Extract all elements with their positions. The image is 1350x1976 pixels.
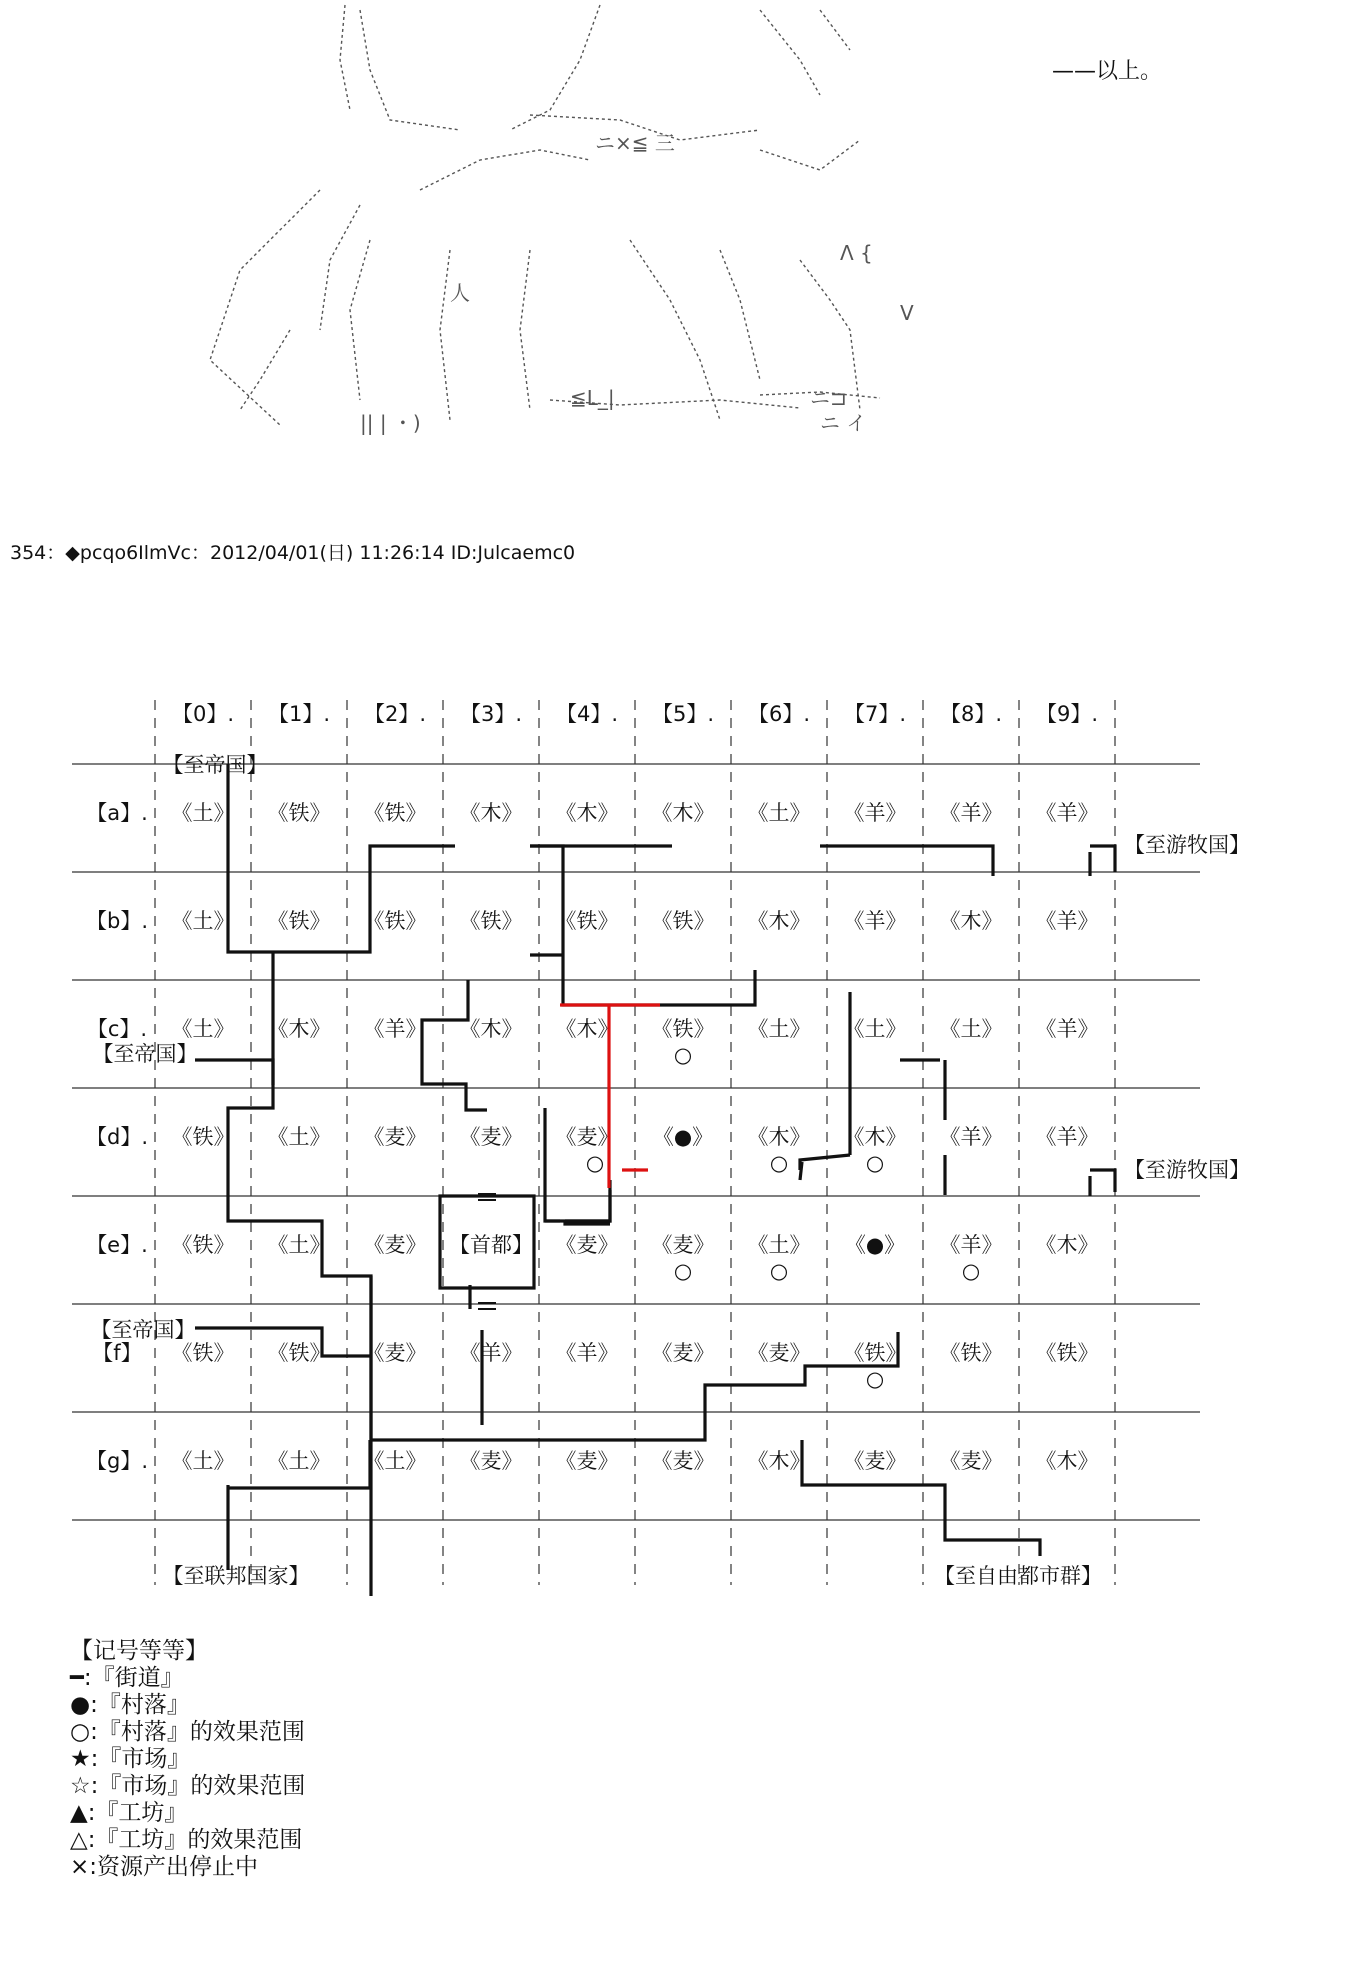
map-cell: 《土》 [267, 1125, 331, 1149]
map-cell: 《羊》 [939, 1233, 1003, 1257]
column-header: 【7】. [843, 702, 907, 726]
map-cell: 《羊》 [1035, 801, 1099, 825]
svg-text:人: 人 [450, 281, 470, 305]
legend-item-market: ★:『市场』 [70, 1746, 191, 1772]
map-cell: 《铁》 [555, 909, 619, 933]
map-cell: 《土》 [267, 1233, 331, 1257]
map-cell: 《羊》 [1035, 909, 1099, 933]
effect-range-marker: ○ [769, 1259, 789, 1283]
effect-range-marker: ○ [673, 1259, 693, 1283]
map-cell: 《木》 [267, 1017, 331, 1041]
svg-text:ニ⊐: ニ⊐ [810, 386, 847, 410]
row-label: 【f】 [92, 1341, 142, 1365]
legend-item-market-range: ☆:『市场』的效果范围 [70, 1773, 306, 1799]
road [565, 1190, 610, 1221]
legend-item-workshop: ▲:『工坊』 [70, 1800, 188, 1826]
map-cell: 《铁》 [171, 1233, 235, 1257]
map-cell: 《木》 [555, 1017, 619, 1041]
exit-right-nomad-a: 【至游牧国】 [1124, 833, 1250, 857]
row-label: 【e】. [86, 1233, 148, 1257]
column-header: 【4】. [555, 702, 619, 726]
map-cell: 《麦》 [651, 1449, 715, 1473]
effect-range-marker: ○ [865, 1367, 885, 1391]
legend [70, 1638, 305, 1881]
map-cell: 《羊》 [939, 1125, 1003, 1149]
svg-text:ニ イ: ニ イ [820, 411, 867, 435]
map-cell: 《土》 [171, 1449, 235, 1473]
exit-bottom-free-cities: 【至自由都市群】 [934, 1564, 1102, 1588]
map-cell: 《木》 [651, 801, 715, 825]
svg-text:Λ {: Λ { [840, 241, 873, 265]
map-cell: 《铁》 [651, 1017, 715, 1041]
road [422, 980, 487, 1110]
map-cell: 《羊》 [843, 909, 907, 933]
column-header: 【2】. [363, 702, 427, 726]
exit-bottom-federation: 【至联邦国家】 [162, 1564, 310, 1588]
map-cell: 《羊》 [363, 1017, 427, 1041]
map-cell: 《木》 [747, 909, 811, 933]
map-cell: 《木》 [747, 1449, 811, 1473]
map-cell: 《麦》 [555, 1233, 619, 1257]
map-cell: 《麦》 [363, 1125, 427, 1149]
map-cell: 《麦》 [843, 1449, 907, 1473]
map-cell: 《铁》 [267, 1341, 331, 1365]
map-cell: 《木》 [843, 1125, 907, 1149]
column-header: 【6】. [747, 702, 811, 726]
effect-range-marker: ○ [961, 1259, 981, 1283]
map-cell: 《铁》 [363, 801, 427, 825]
column-header: 【3】. [459, 702, 523, 726]
map-cell: 【首都】 [449, 1233, 533, 1257]
column-header: 【1】. [267, 702, 331, 726]
map-cell: 《铁》 [171, 1341, 235, 1365]
map-labels [86, 702, 1250, 1588]
map-cell: 《铁》 [171, 1125, 235, 1149]
map-cell: 《●》 [844, 1233, 906, 1257]
map-cell: 《麦》 [459, 1125, 523, 1149]
map-cell: 《铁》 [267, 909, 331, 933]
effect-range-marker: ○ [865, 1151, 885, 1175]
map-cell: 《土》 [939, 1017, 1003, 1041]
map-cell: 《麦》 [555, 1449, 619, 1473]
ascii-art-illustration [200, 0, 960, 440]
map-cell: 《麦》 [651, 1341, 715, 1365]
svg-text:ニ×≦ 三: ニ×≦ 三 [595, 131, 675, 155]
road [802, 1440, 1040, 1556]
map-cell: 《土》 [843, 1017, 907, 1041]
map-cell: 《羊》 [1035, 1017, 1099, 1041]
legend-item-road: ━:『街道』 [70, 1665, 184, 1691]
map-cell: 《木》 [459, 801, 523, 825]
row-label: 【c】. [86, 1017, 148, 1041]
road [800, 1162, 802, 1180]
closing-text: ——以上。 [1052, 59, 1163, 84]
map-cell: 《羊》 [843, 801, 907, 825]
resource-map [0, 680, 1350, 1600]
effect-range-marker: ○ [673, 1043, 693, 1067]
map-cell: 《木》 [747, 1125, 811, 1149]
map-cell: 《麦》 [651, 1233, 715, 1257]
map-cell: 《土》 [747, 801, 811, 825]
map-cell: 《土》 [171, 801, 235, 825]
legend-item-village: ●:『村落』 [70, 1692, 190, 1718]
map-cell: 《木》 [1035, 1233, 1099, 1257]
effect-range-marker: ○ [769, 1151, 789, 1175]
map-cell: 《土》 [363, 1449, 427, 1473]
legend-item-village-range: ○:『村落』的效果范围 [70, 1719, 305, 1745]
map-cell: 《土》 [747, 1233, 811, 1257]
legend-item-stopped: ×:资源产出停止中 [70, 1854, 259, 1880]
map-cell: 《羊》 [459, 1341, 523, 1365]
map-cell: 《麦》 [459, 1449, 523, 1473]
map-cell: 《土》 [171, 1017, 235, 1041]
map-cell: 《麦》 [939, 1449, 1003, 1473]
map-cell: 《麦》 [363, 1233, 427, 1257]
effect-range-marker: ○ [585, 1151, 605, 1175]
map-cell: 《铁》 [939, 1341, 1003, 1365]
road [1090, 846, 1115, 872]
map-cell: 《铁》 [651, 909, 715, 933]
column-header: 【9】. [1035, 702, 1099, 726]
map-cell: 《●》 [652, 1125, 714, 1149]
column-header: 【0】. [171, 702, 235, 726]
map-cell: 《羊》 [1035, 1125, 1099, 1149]
svg-text:V: V [900, 301, 914, 325]
svg-text:|| | ・): || | ・) [360, 411, 421, 435]
map-cell: 《木》 [1035, 1449, 1099, 1473]
map-cell: 《麦》 [747, 1341, 811, 1365]
map-cell: 《木》 [555, 801, 619, 825]
map-cell: 《土》 [267, 1449, 331, 1473]
post-header: 354：◆pcqo6IlmVc：2012/04/01(日) 11:26:14 ID:Julcaemc0 [10, 542, 576, 564]
map-cell: 《铁》 [363, 909, 427, 933]
map-cell: 《木》 [459, 1017, 523, 1041]
column-header: 【5】. [651, 702, 715, 726]
row-label: 【d】. [85, 1125, 149, 1149]
exit-top-empire: 【至帝国】 [162, 753, 268, 777]
map-cell: 《铁》 [843, 1341, 907, 1365]
road [800, 1155, 850, 1170]
svg-text:≦L_|: ≦L_| [570, 386, 615, 410]
map-cell: 《铁》 [267, 801, 331, 825]
row-label: 【b】. [85, 909, 149, 933]
map-cell: 《土》 [171, 909, 235, 933]
row-label: 【a】. [86, 801, 148, 825]
exit-left-empire-f: 【至帝国】 [90, 1318, 196, 1342]
legend-item-workshop-range: △:『工坊』的效果范围 [70, 1827, 303, 1853]
column-header: 【8】. [939, 702, 1003, 726]
map-cell: 《木》 [939, 909, 1003, 933]
map-cell: 《羊》 [939, 801, 1003, 825]
map-cell: 《羊》 [555, 1341, 619, 1365]
map-cell: 《麦》 [555, 1125, 619, 1149]
map-cell: 《铁》 [459, 909, 523, 933]
exit-right-nomad-d: 【至游牧国】 [1124, 1158, 1250, 1182]
map-cell: 《铁》 [1035, 1341, 1099, 1365]
legend-title: 【记号等等】 [70, 1638, 208, 1664]
road [1090, 1170, 1115, 1192]
map-cell: 《麦》 [363, 1341, 427, 1365]
map-cell: 《土》 [747, 1017, 811, 1041]
map-grid [72, 700, 1200, 1585]
exit-left-empire-c: 【至帝国】 [92, 1042, 198, 1066]
row-label: 【g】. [85, 1449, 149, 1473]
